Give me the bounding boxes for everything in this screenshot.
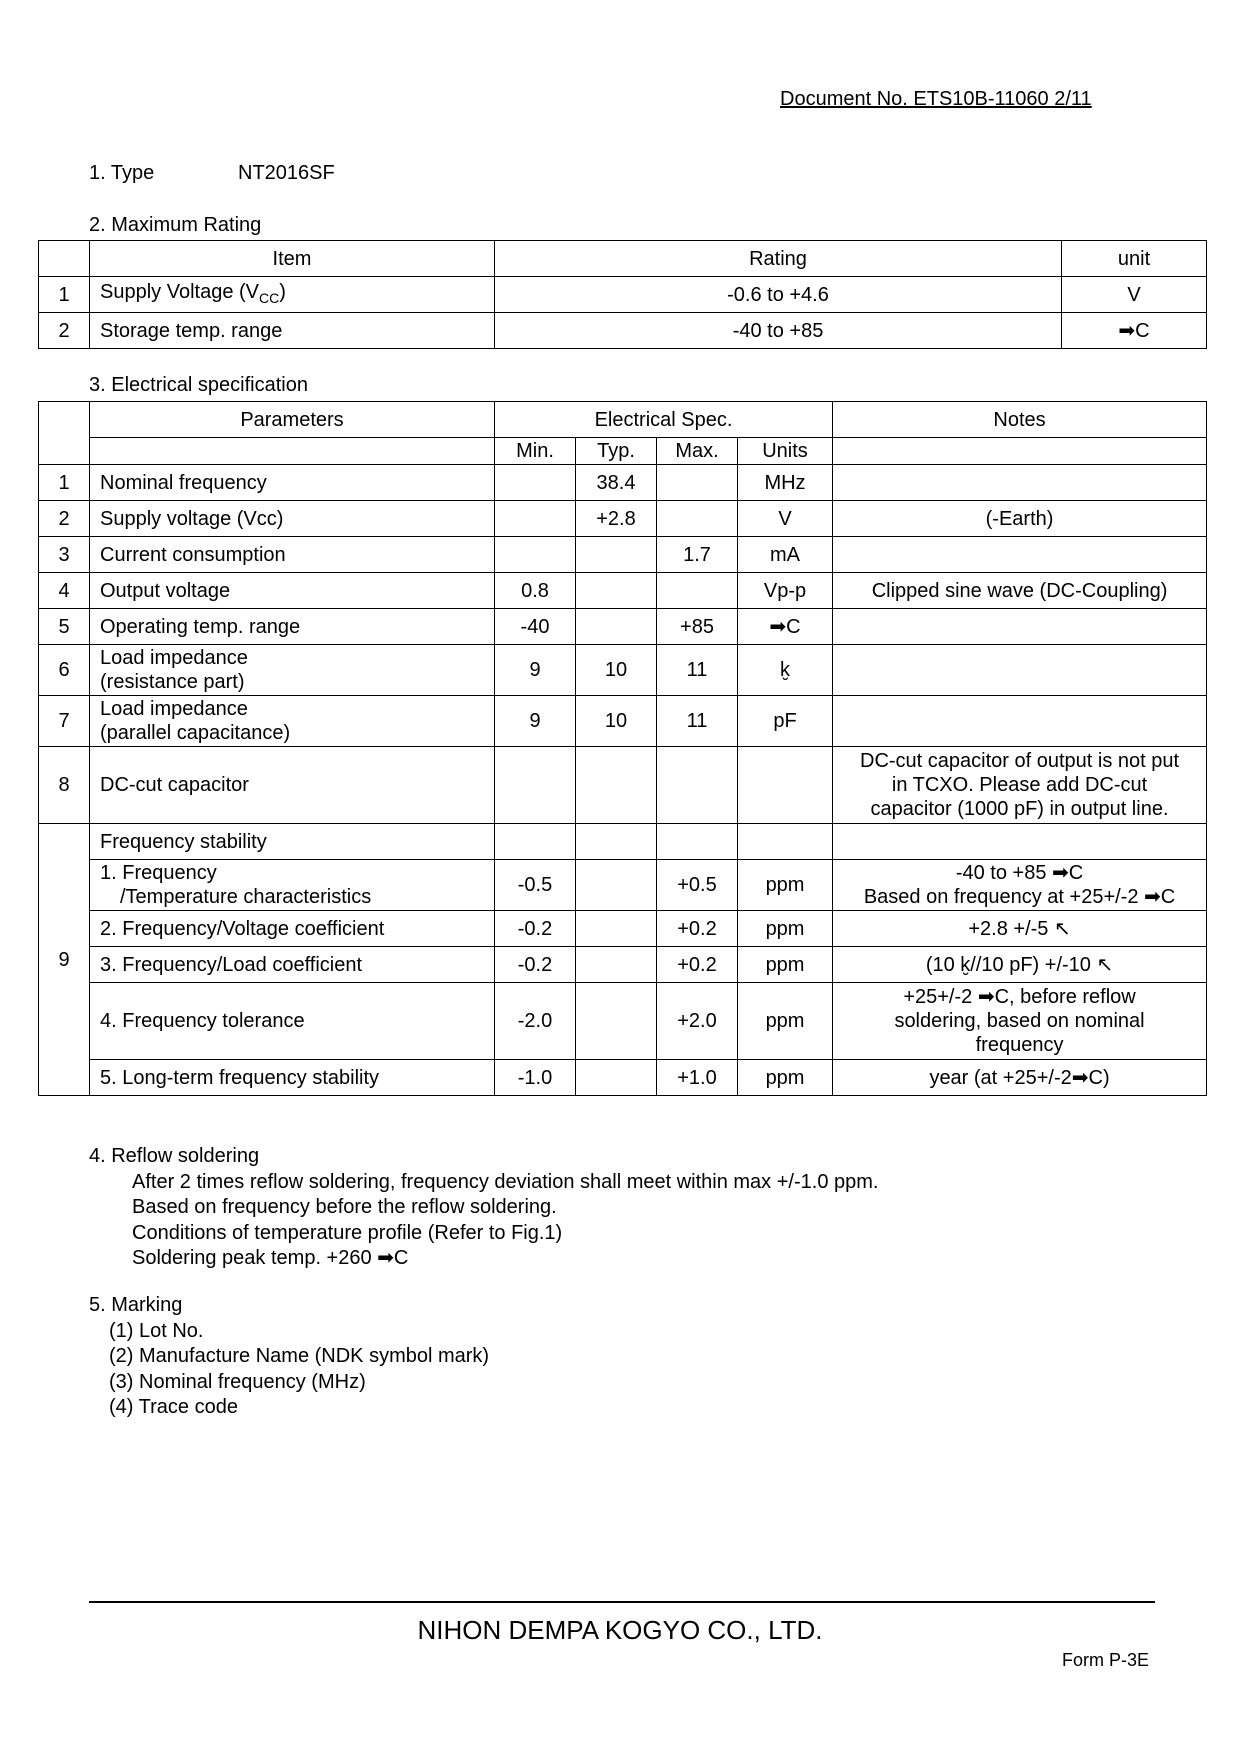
table-row [39, 501, 1207, 537]
table-row [39, 645, 1207, 696]
row-number: 5 [39, 609, 90, 645]
row-notes: +25+/-2 ➡C, before reflow soldering, based on nominal frequency [833, 983, 1207, 1060]
row-number: 9 [39, 824, 90, 1096]
row-rating: -0.6 to +4.6 [495, 277, 1062, 313]
table-header-row [39, 402, 1207, 438]
row-notes: +2.8 +/-5 ↖ [833, 911, 1207, 947]
table-cell [576, 983, 657, 1060]
table-row [39, 911, 1207, 947]
row-param: 3. Frequency/Load coefficient [90, 947, 495, 983]
company-name: NIHON DEMPA KOGYO CO., LTD. [417, 1615, 823, 1645]
table-cell [39, 402, 90, 465]
row-param: Current consumption [90, 537, 495, 573]
row-units: V [738, 501, 833, 537]
list-item: (3) Nominal frequency (MHz) [109, 1370, 366, 1393]
row-max: +2.0 [657, 983, 738, 1060]
row-number: 8 [39, 747, 90, 824]
row-notes [833, 609, 1207, 645]
table-cell [833, 824, 1207, 860]
type-label: 1. Type [89, 162, 155, 184]
row-units: ppm [738, 911, 833, 947]
row-units: ppm [738, 983, 833, 1060]
reflow-title: 4. Reflow soldering [89, 1145, 260, 1167]
table-cell [657, 824, 738, 860]
row-max [657, 465, 738, 501]
row-units: ppm [738, 947, 833, 983]
reflow-line: Conditions of temperature profile (Refer to Fig.1) [132, 1221, 563, 1244]
row-min [495, 747, 576, 824]
table-row [39, 465, 1207, 501]
header-units: Units [738, 438, 833, 465]
reflow-line: After 2 times reflow soldering, frequency deviation shall meet within max +/-1.0 ppm. [132, 1170, 879, 1193]
row-min [495, 537, 576, 573]
reflow-body [89, 1170, 878, 1272]
row-number: 3 [39, 537, 90, 573]
row-max: 11 [657, 696, 738, 747]
row-max: +0.2 [657, 911, 738, 947]
type-value: NT2016SF [238, 162, 335, 184]
table-header-row [39, 241, 1207, 277]
max-rating-title: 2. Maximum Rating [89, 214, 262, 236]
max-rating-table [38, 240, 1207, 349]
table-cell [495, 824, 576, 860]
table-cell [738, 824, 833, 860]
row-param: Frequency stability [90, 824, 495, 860]
marking-list [89, 1319, 489, 1421]
table-row [39, 824, 1207, 860]
reflow-line: Based on frequency before the reflow soldering. [132, 1196, 557, 1219]
elec-spec-title: 3. Electrical specification [89, 374, 308, 396]
header-notes: Notes [833, 402, 1207, 438]
header-rating: Rating [495, 241, 1062, 277]
table-row [39, 947, 1207, 983]
row-number: 6 [39, 645, 90, 696]
row-param: 5. Long-term frequency stability [90, 1060, 495, 1096]
row-param: 4. Frequency tolerance [90, 983, 495, 1060]
table-row [39, 860, 1207, 911]
row-param: Load impedance (parallel capacitance) [90, 696, 495, 747]
row-number: 7 [39, 696, 90, 747]
row-min: -0.2 [495, 947, 576, 983]
row-max [657, 501, 738, 537]
row-typ [576, 537, 657, 573]
table-cell [833, 438, 1207, 465]
table-cell [576, 1060, 657, 1096]
row-item: Supply Voltage $(V_{CC})$ [90, 277, 495, 313]
header-min: Min. [495, 438, 576, 465]
document-number: Document No. ETS10B-11060 2/11 [780, 88, 1092, 110]
row-max: 11 [657, 645, 738, 696]
row-units: ppm [738, 860, 833, 911]
row-unit: V [1062, 277, 1207, 313]
row-units: pF [738, 696, 833, 747]
row-notes [833, 537, 1207, 573]
table-row [39, 277, 1207, 313]
row-param: DC-cut capacitor [90, 747, 495, 824]
row-notes: year (at +25+/-2➡C) [833, 1060, 1207, 1096]
row-param: Operating temp. range [90, 609, 495, 645]
elec-spec-table [38, 401, 1207, 1096]
row-min: -2.0 [495, 983, 576, 1060]
table-row [39, 696, 1207, 747]
row-param: Load impedance (resistance part) [90, 645, 495, 696]
row-units: ppm [738, 1060, 833, 1096]
footer-divider [89, 1601, 1155, 1603]
row-typ [576, 747, 657, 824]
row-number: 2 [39, 501, 90, 537]
row-rating: -40 to +85 [495, 313, 1062, 349]
row-min: -1.0 [495, 1060, 576, 1096]
row-min: 9 [495, 696, 576, 747]
table-row [39, 537, 1207, 573]
row-units: k̮ [738, 645, 833, 696]
table-cell [90, 438, 495, 465]
marking-title: 5. Marking [89, 1294, 183, 1316]
table-subheader-row [39, 438, 1207, 465]
row-item: Storage temp. range [90, 313, 495, 349]
table-cell [39, 241, 90, 277]
reflow-section [89, 1144, 878, 1272]
row-min [495, 501, 576, 537]
table-row [39, 1060, 1207, 1096]
row-typ: 10 [576, 696, 657, 747]
row-param: Nominal frequency [90, 465, 495, 501]
header-parameters: Parameters [90, 402, 495, 438]
row-min: -0.2 [495, 911, 576, 947]
row-max: +85 [657, 609, 738, 645]
list-item: (4) Trace code [109, 1396, 238, 1419]
header-elec-spec: Electrical Spec. [495, 402, 833, 438]
row-max: +0.2 [657, 947, 738, 983]
row-notes [833, 645, 1207, 696]
list-item: (2) Manufacture Name (NDK symbol mark) [109, 1345, 490, 1368]
row-units: Vp-p [738, 573, 833, 609]
row-min: -0.5 [495, 860, 576, 911]
table-cell [576, 911, 657, 947]
row-min: -40 [495, 609, 576, 645]
row-units: mA [738, 537, 833, 573]
row-param: Output voltage [90, 573, 495, 609]
row-max: +0.5 [657, 860, 738, 911]
row-param: Supply voltage (Vcc) [90, 501, 495, 537]
row-units [738, 747, 833, 824]
row-min: 0.8 [495, 573, 576, 609]
list-item: (1) Lot No. [109, 1319, 204, 1342]
row-typ: +2.8 [576, 501, 657, 537]
table-row [39, 609, 1207, 645]
header-item: Item [90, 241, 495, 277]
row-typ: 38.4 [576, 465, 657, 501]
table-cell [576, 824, 657, 860]
row-notes: DC-cut capacitor of output is not put in TCXO. Please add DC-cut capacitor (1000 pF) in output line. [833, 747, 1207, 824]
form-number: Form P-3E [1062, 1650, 1150, 1670]
row-number: 1 [39, 277, 90, 313]
row-number: 1 [39, 465, 90, 501]
row-typ: 10 [576, 645, 657, 696]
row-unit: ➡C [1062, 313, 1207, 349]
header-max: Max. [657, 438, 738, 465]
row-units: ➡C [738, 609, 833, 645]
row-max [657, 747, 738, 824]
header-unit: unit [1062, 241, 1207, 277]
row-notes: (-Earth) [833, 501, 1207, 537]
row-units: MHz [738, 465, 833, 501]
header-typ: Typ. [576, 438, 657, 465]
marking-section [89, 1293, 489, 1421]
row-param: 1. Frequency /Temperature characteristics [90, 860, 495, 911]
row-typ [576, 609, 657, 645]
table-row [39, 983, 1207, 1060]
row-min [495, 465, 576, 501]
row-number: 2 [39, 313, 90, 349]
row-typ [576, 573, 657, 609]
row-max: 1.7 [657, 537, 738, 573]
reflow-line: Soldering peak temp. +260 ➡C [132, 1247, 409, 1270]
table-row [39, 313, 1207, 349]
table-cell [576, 947, 657, 983]
row-number: 4 [39, 573, 90, 609]
row-notes: (10 k̮//10 pF) +/-10 ↖ [833, 947, 1207, 983]
row-min: 9 [495, 645, 576, 696]
row-notes [833, 696, 1207, 747]
table-row [39, 573, 1207, 609]
table-cell [576, 860, 657, 911]
row-max: +1.0 [657, 1060, 738, 1096]
row-notes: Clipped sine wave (DC-Coupling) [833, 573, 1207, 609]
row-notes [833, 465, 1207, 501]
table-row [39, 747, 1207, 824]
row-notes: -40 to +85 ➡C Based on frequency at +25+/-2 ➡C [833, 860, 1207, 911]
row-param: 2. Frequency/Voltage coefficient [90, 911, 495, 947]
row-max [657, 573, 738, 609]
